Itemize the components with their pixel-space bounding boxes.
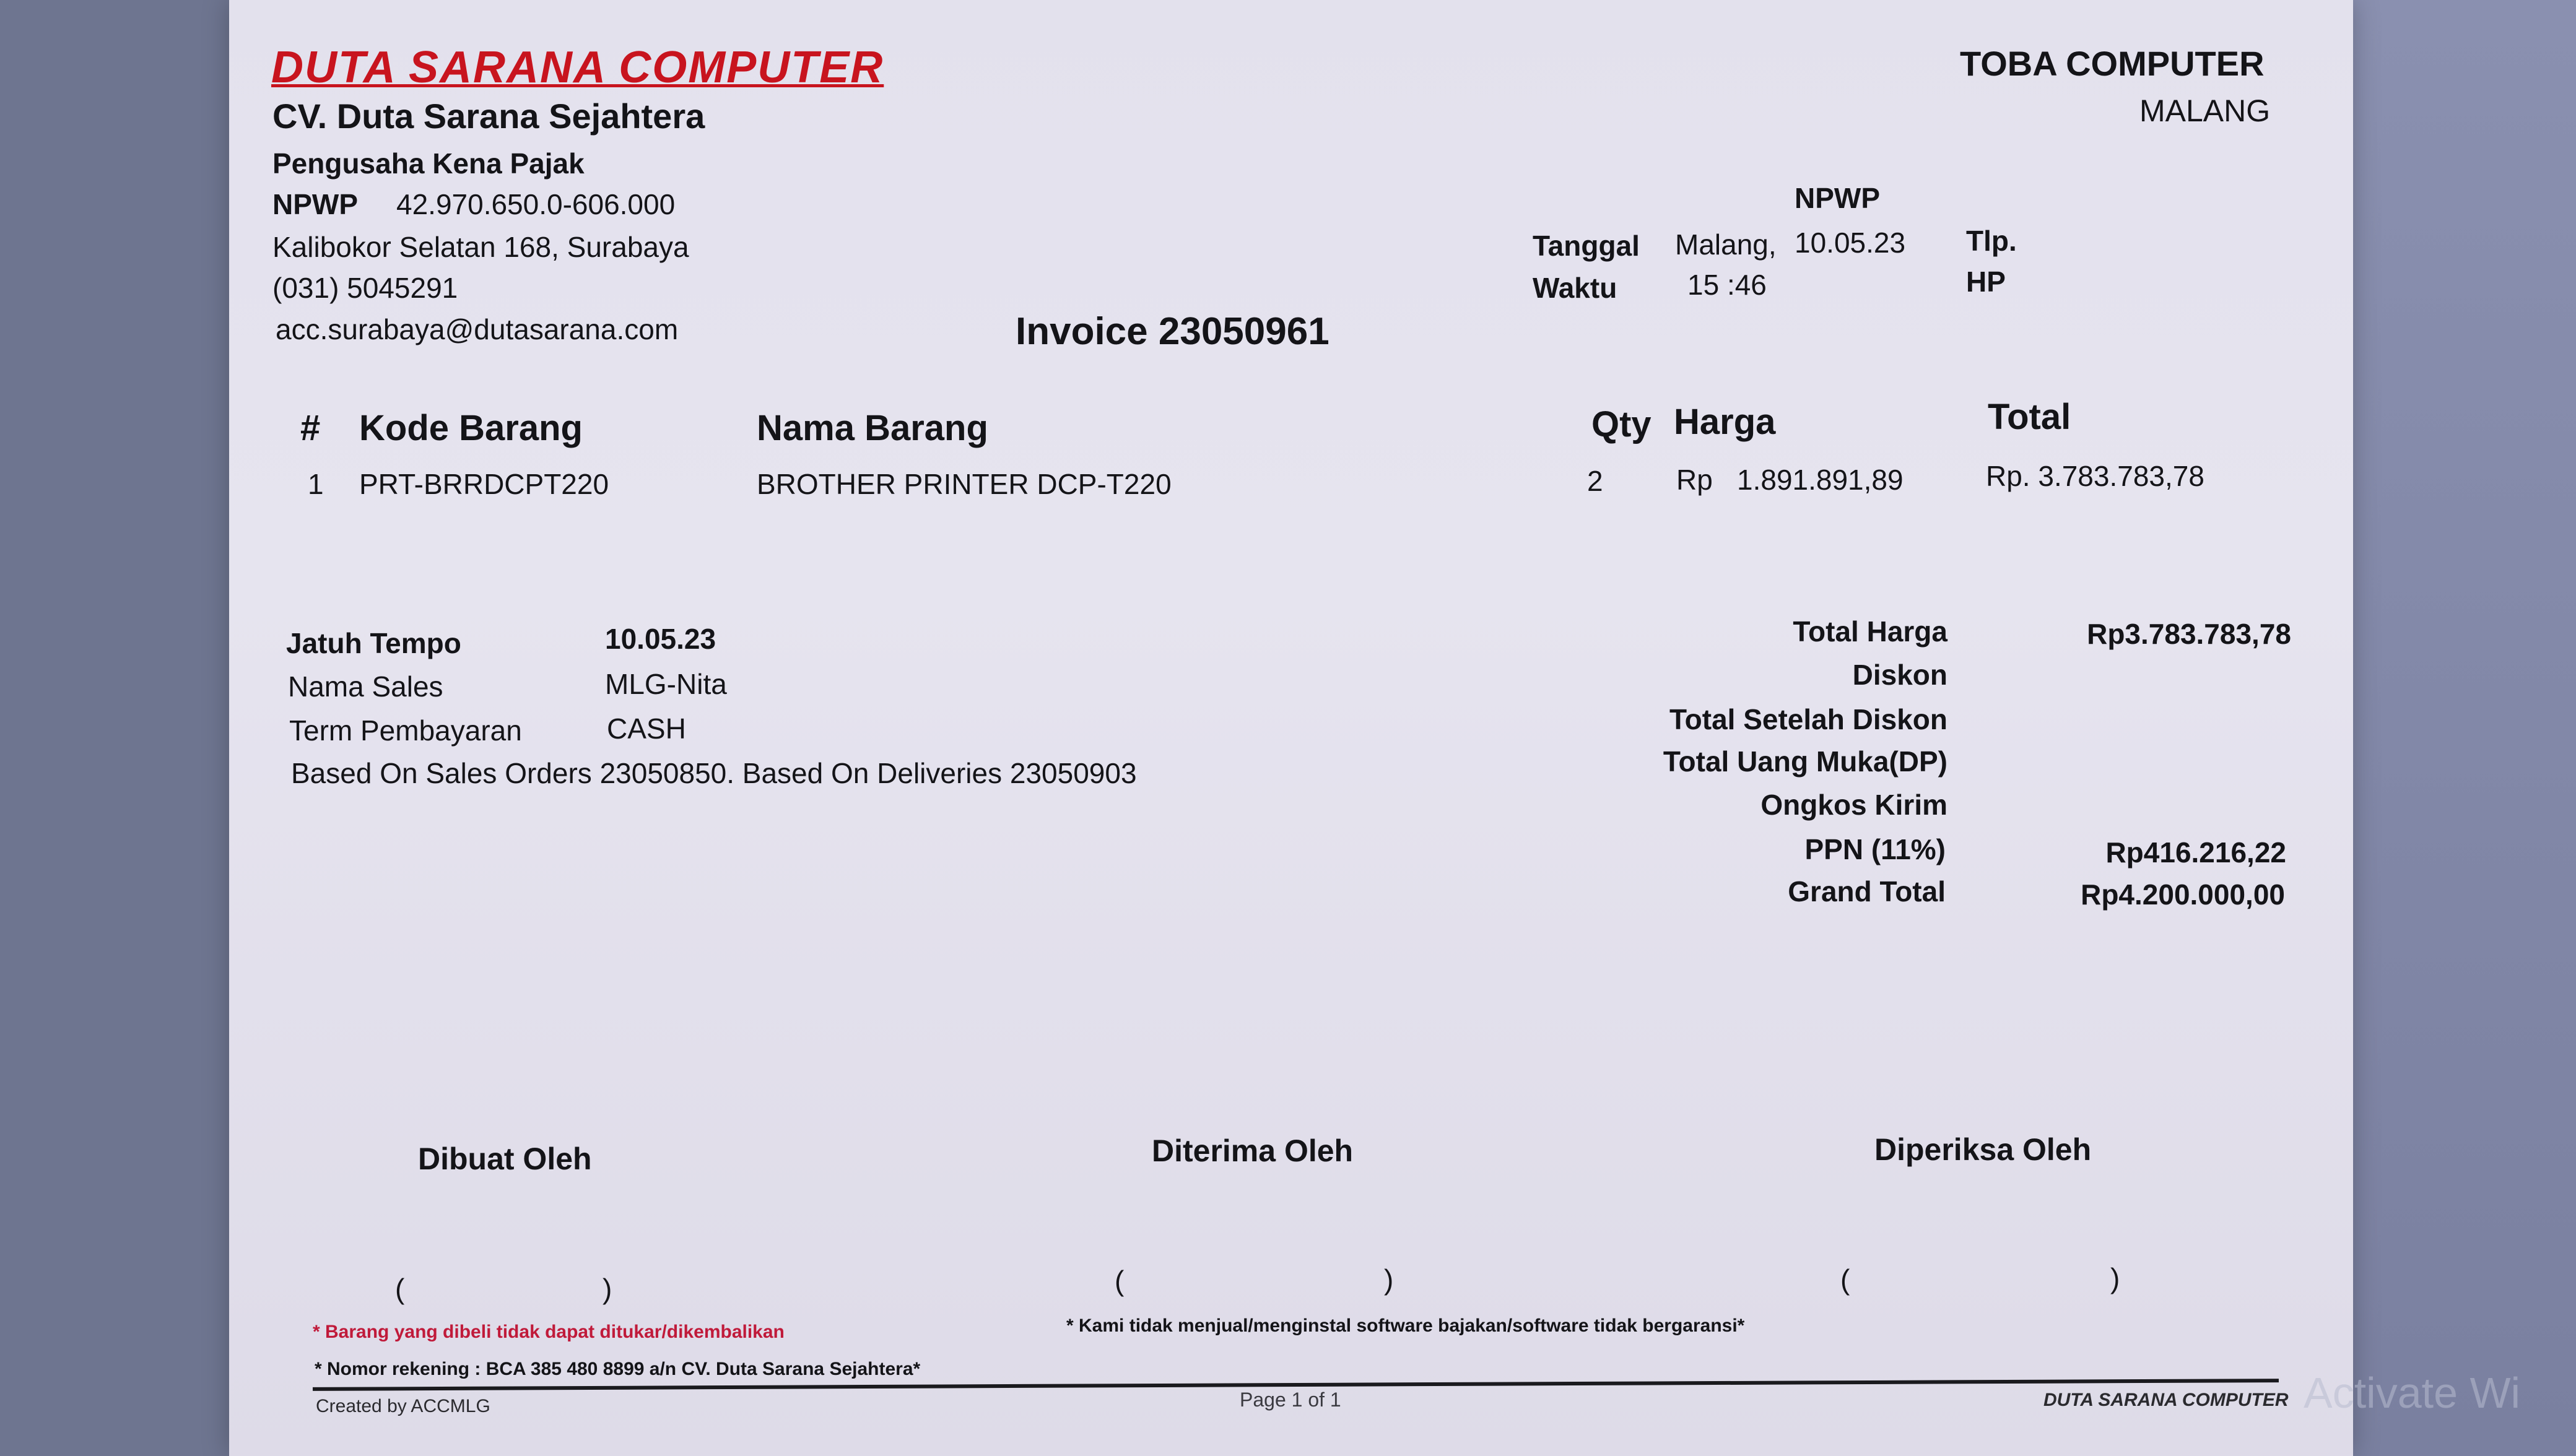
row-kode: PRT-BRRDCPT220 — [359, 468, 609, 500]
uang-muka-label: Total Uang Muka(DP) — [1663, 745, 1947, 778]
diterima-oleh-label: Diterima Oleh — [1152, 1133, 1354, 1168]
term-value: CASH — [607, 713, 686, 745]
nama-sales-label: Nama Sales — [288, 670, 443, 703]
col-nama-header: Nama Barang — [757, 408, 988, 448]
sign-dibuat-close-paren: ) — [603, 1273, 612, 1305]
row-harga: 1.891.891,89 — [1737, 464, 1904, 496]
company-email: acc.surabaya@dutasarana.com — [276, 313, 679, 345]
waktu-label: Waktu — [1533, 272, 1617, 304]
grand-total-label: Grand Total — [1788, 875, 1946, 908]
jatuh-tempo-label: Jatuh Tempo — [286, 627, 461, 659]
row-no: 1 — [308, 468, 324, 500]
company-npwp-label: NPWP — [272, 188, 358, 220]
row-nama: BROTHER PRINTER DCP-T220 — [757, 468, 1172, 500]
total-harga-label: Total Harga — [1793, 615, 1947, 648]
ppn-value: Rp416.216,22 — [2105, 836, 2286, 869]
based-on-text: Based On Sales Orders 23050850. Based On Deliveries 23050903 — [291, 757, 1137, 789]
tanggal-value: 10.05.23 — [1795, 227, 1906, 259]
dibuat-oleh-label: Dibuat Oleh — [418, 1142, 592, 1176]
diskon-label: Diskon — [1852, 659, 1947, 691]
grand-total-value: Rp4.200.000,00 — [2081, 878, 2285, 911]
row-total: Rp. 3.783.783,78 — [1986, 460, 2204, 492]
sign-diperiksa-open-paren: ( — [1840, 1263, 1850, 1296]
row-qty: 2 — [1587, 465, 1603, 497]
nama-sales-value: MLG-Nita — [605, 668, 727, 700]
customer-name: TOBA COMPUTER — [1960, 44, 2265, 83]
hp-label: HP — [1966, 266, 2006, 298]
term-label: Term Pembayaran — [289, 714, 522, 747]
company-legal-name: CV. Duta Sarana Sejahtera — [272, 97, 705, 136]
col-harga-header: Harga — [1674, 402, 1776, 442]
sign-dibuat-open-paren: ( — [395, 1273, 405, 1305]
row-harga-currency: Rp — [1676, 464, 1713, 496]
note-bank-account: * Nomor rekening : BCA 385 480 8899 a/n CV. Duta Sarana Sejahtera* — [315, 1359, 921, 1379]
tanggal-label: Tanggal — [1533, 230, 1640, 262]
col-kode-header: Kode Barang — [359, 408, 583, 448]
sign-diperiksa-close-paren: ) — [2110, 1262, 2120, 1294]
col-qty-header: Qty — [1591, 404, 1651, 444]
footer-brand-logo: DUTA SARANA COMPUTER — [2043, 1390, 2289, 1410]
ongkos-kirim-label: Ongkos Kirim — [1760, 789, 1947, 821]
company-phone: (031) 5045291 — [272, 272, 458, 304]
note-no-return: * Barang yang dibeli tidak dapat ditukar/dikembalikan — [313, 1322, 785, 1342]
pkp-label: Pengusaha Kena Pajak — [272, 147, 585, 180]
waktu-value: 15 :46 — [1687, 269, 1767, 301]
company-npwp-value: 42.970.650.0-606.000 — [396, 188, 676, 220]
tlp-label: Tlp. — [1966, 225, 2017, 257]
footer-page-number: Page 1 of 1 — [1240, 1389, 1341, 1411]
invoice-title: Invoice 23050961 — [1016, 310, 1329, 353]
col-total-header: Total — [1988, 397, 2071, 437]
company-address: Kalibokor Selatan 168, Surabaya — [272, 231, 689, 263]
col-no-header: # — [300, 408, 321, 448]
total-harga-value: Rp3.783.783,78 — [2087, 618, 2291, 650]
customer-npwp-label: NPWP — [1795, 182, 1880, 214]
jatuh-tempo-value: 10.05.23 — [605, 623, 716, 655]
footer-created-by: Created by ACCMLG — [316, 1396, 490, 1416]
brand-logo: DUTA SARANA COMPUTER — [271, 43, 884, 92]
background-area — [2347, 0, 2576, 1456]
customer-city: MALANG — [2139, 93, 2271, 128]
tanggal-place: Malang, — [1675, 228, 1777, 261]
note-software: * Kami tidak menjual/menginstal software bajakan/software tidak bergaransi* — [1066, 1315, 1745, 1336]
diperiksa-oleh-label: Diperiksa Oleh — [1874, 1132, 2092, 1167]
sign-diterima-open-paren: ( — [1115, 1265, 1125, 1297]
ppn-label: PPN (11%) — [1804, 833, 1946, 865]
setelah-diskon-label: Total Setelah Diskon — [1669, 703, 1947, 735]
activate-watermark: Activate Wi — [2304, 1369, 2521, 1417]
sign-diterima-close-paren: ) — [1384, 1263, 1394, 1296]
